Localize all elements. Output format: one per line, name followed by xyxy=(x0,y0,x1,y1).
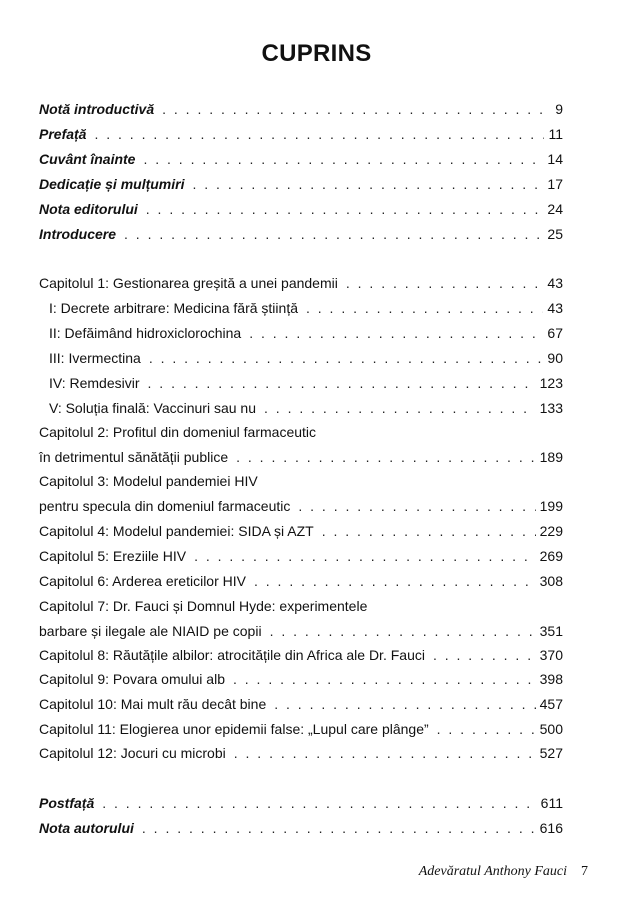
toc-page: 351 xyxy=(539,623,563,639)
toc-label: Prefață xyxy=(39,126,87,142)
toc-entry[interactable] xyxy=(39,693,563,715)
toc-label: IV: Remdesivir xyxy=(49,375,140,391)
dot-leader xyxy=(270,620,536,642)
toc-label: Postfață xyxy=(39,795,95,811)
toc-page: 11 xyxy=(548,126,563,142)
toc-entry[interactable] xyxy=(39,620,563,642)
page-title: CUPRINS xyxy=(261,40,372,67)
dot-leader xyxy=(298,495,535,517)
dot-leader xyxy=(143,148,543,170)
toc-entry[interactable] xyxy=(39,98,563,120)
dot-leader xyxy=(236,446,536,468)
toc-entry[interactable] xyxy=(39,347,563,369)
toc-entry[interactable] xyxy=(39,644,563,666)
toc-page: 189 xyxy=(539,449,563,465)
toc-page: 527 xyxy=(539,745,563,761)
toc-page: 133 xyxy=(539,400,563,416)
dot-leader xyxy=(192,173,543,195)
dot-leader xyxy=(149,347,544,369)
dot-leader xyxy=(322,520,536,542)
toc-label: Capitolul 4: Modelul pandemiei: SIDA și AZT xyxy=(39,523,314,539)
dot-leader xyxy=(148,372,536,394)
toc-page: 398 xyxy=(539,671,563,687)
toc-label: Capitolul 12: Jocuri cu microbi xyxy=(39,745,226,761)
toc-label: Cuvânt înainte xyxy=(39,151,136,167)
toc-entry[interactable] xyxy=(39,817,563,839)
toc-label: Capitolul 2: Profitul din domeniul farmaceutic xyxy=(39,424,317,440)
toc-entry[interactable] xyxy=(39,520,563,542)
toc-page: 308 xyxy=(539,573,563,589)
toc-page: 43 xyxy=(547,300,563,316)
toc-label: Capitolul 11: Elogierea unor epidemii false: „Lupul care plânge” xyxy=(39,721,429,737)
toc-entry[interactable] xyxy=(39,446,563,468)
toc-page: 123 xyxy=(539,375,563,391)
toc-page: 616 xyxy=(539,820,563,836)
toc-entry-line1[interactable] xyxy=(39,421,563,443)
toc-label: Capitolul 8: Răutățile albilor: atrocitățile din Africa ale Dr. Fauci xyxy=(39,647,425,663)
toc-label: Notă introductivă xyxy=(39,101,155,117)
toc-entry[interactable] xyxy=(39,742,563,764)
toc-page: 14 xyxy=(547,151,563,167)
dot-leader xyxy=(102,792,536,814)
toc-entry[interactable] xyxy=(39,372,563,394)
dot-leader xyxy=(233,668,536,690)
dot-leader xyxy=(346,272,544,294)
toc-page: 90 xyxy=(547,350,563,366)
running-footer xyxy=(419,864,588,880)
toc-entry[interactable] xyxy=(39,272,563,294)
toc-page: 199 xyxy=(539,498,563,514)
toc-entry[interactable] xyxy=(39,570,563,592)
toc-label: Capitolul 10: Mai mult rău decât bine xyxy=(39,696,267,712)
toc-entry[interactable] xyxy=(39,545,563,567)
dot-leader xyxy=(234,742,536,764)
toc-label: Nota editorului xyxy=(39,201,138,217)
toc-entry[interactable] xyxy=(39,297,563,319)
dot-leader xyxy=(254,570,536,592)
toc-label: Capitolul 9: Povara omului alb xyxy=(39,671,225,687)
toc-label: Capitolul 3: Modelul pandemiei HIV xyxy=(39,473,258,489)
dot-leader xyxy=(124,223,543,245)
toc-label: Capitolul 1: Gestionarea greșită a unei pandemii xyxy=(39,275,338,291)
toc-page: 43 xyxy=(547,275,563,291)
toc-page: 229 xyxy=(539,523,563,539)
toc-label: Introducere xyxy=(39,226,117,242)
toc-page: 457 xyxy=(539,696,563,712)
toc-page: 9 xyxy=(555,101,563,117)
dot-leader xyxy=(162,98,545,120)
toc-entry[interactable] xyxy=(39,495,563,517)
toc-label: III: Ivermectina xyxy=(49,350,141,366)
toc-entry[interactable] xyxy=(39,173,563,195)
dot-leader xyxy=(433,644,536,666)
toc-label: în detrimentul sănătății publice xyxy=(39,449,229,465)
toc-entry[interactable] xyxy=(39,668,563,690)
toc-entry[interactable] xyxy=(39,123,563,145)
dot-leader xyxy=(146,198,544,220)
toc-label: V: Soluția finală: Vaccinuri sau nu xyxy=(49,400,257,416)
toc-entry[interactable] xyxy=(39,792,563,814)
toc-page: 611 xyxy=(540,795,563,811)
toc-entry[interactable] xyxy=(39,223,563,245)
dot-leader xyxy=(264,397,536,419)
toc-entry[interactable] xyxy=(39,397,563,419)
toc-entry[interactable] xyxy=(39,322,563,344)
toc-page: 500 xyxy=(539,721,563,737)
toc-entry-line1[interactable] xyxy=(39,470,563,492)
toc-label: barbare și ilegale ale NIAID pe copii xyxy=(39,623,262,639)
toc-page: 25 xyxy=(547,226,563,242)
dot-leader xyxy=(142,817,536,839)
dot-leader xyxy=(194,545,536,567)
dot-leader xyxy=(274,693,535,715)
toc-label: I: Decrete arbitrare: Medicina fără știință xyxy=(49,300,298,316)
toc-label: Capitolul 5: Ereziile HIV xyxy=(39,548,187,564)
toc-label: pentru specula din domeniul farmaceutic xyxy=(39,498,291,514)
toc-page: 67 xyxy=(547,325,563,341)
book-title: Adevăratul Anthony Fauci xyxy=(418,864,567,879)
dot-leader xyxy=(437,718,536,740)
dot-leader xyxy=(94,123,544,145)
page-number: 7 xyxy=(581,864,588,879)
toc-label: Nota autorului xyxy=(39,820,134,836)
toc-page: 269 xyxy=(539,548,563,564)
toc-page: 17 xyxy=(547,176,563,192)
toc-entry[interactable] xyxy=(39,198,563,220)
toc-label: II: Defăimând hidroxiclorochina xyxy=(49,325,242,341)
toc-label: Dedicație și mulțumiri xyxy=(39,176,185,192)
toc-entry[interactable] xyxy=(39,148,563,170)
toc-label: Capitolul 7: Dr. Fauci și Domnul Hyde: experimentele xyxy=(39,598,368,614)
dot-leader xyxy=(249,322,543,344)
toc-page: 24 xyxy=(547,201,563,217)
toc-entry-line1[interactable] xyxy=(39,595,563,617)
toc-page: 370 xyxy=(539,647,563,663)
toc-label: Capitolul 6: Arderea ereticilor HIV xyxy=(39,573,246,589)
dot-leader xyxy=(306,297,543,319)
toc-entry[interactable] xyxy=(39,718,563,740)
